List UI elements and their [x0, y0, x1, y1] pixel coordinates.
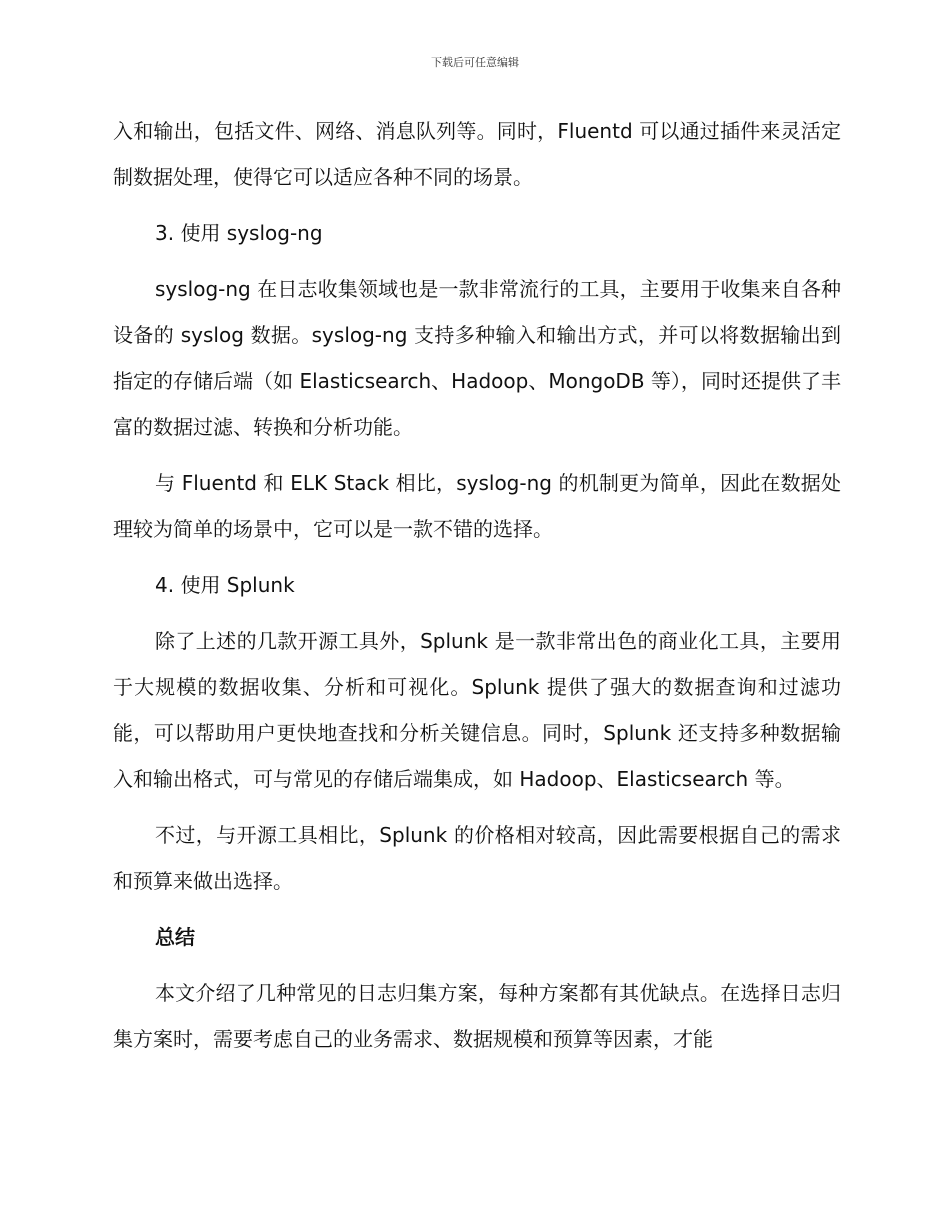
paragraph: 除了上述的几款开源工具外，Splunk 是一款非常出色的商业化工具，主要用于大规模的数据收集、分析和可视化。Splunk 提供了强大的数据查询和过滤功能，可以帮助用户更快地查找和分析关键信息。同时，Splunk 还支持多种数据输入和输出格式，可与常见的存储后端集成，如 Hadoop、Elasticsearch 等。 [113, 629, 841, 791]
document-body [113, 108, 841, 1072]
paragraph: 本文介绍了几种常见的日志归集方案，每种方案都有其优缺点。在选择日志归集方案时，需要考虑自己的业务需求、数据规模和预算等因素，才能 [113, 981, 841, 1051]
section-heading-splunk: 4. 使用 Splunk [155, 573, 295, 597]
section-heading-summary: 总结 [155, 925, 195, 949]
section-heading-syslog-ng: 3. 使用 syslog-ng [155, 221, 323, 245]
paragraph: 入和输出，包括文件、网络、消息队列等。同时，Fluentd 可以通过插件来灵活定制数据处理，使得它可以适应各种不同的场景。 [113, 119, 841, 189]
paragraph: 与 Fluentd 和 ELK Stack 相比，syslog-ng 的机制更为简单，因此在数据处理较为简单的场景中，它可以是一款不错的选择。 [113, 471, 841, 541]
paragraph: syslog-ng 在日志收集领域也是一款非常流行的工具，主要用于收集来自各种设备的 syslog 数据。syslog-ng 支持多种输入和输出方式，并可以将数据输出到指定的存储后端（如 Elasticsearch、Hadoop、MongoDB 等），同时还提供了丰富的数据过滤、转换和分析功能。 [113, 277, 841, 439]
page-header: 下载后可任意编辑 [431, 56, 519, 69]
paragraph: 不过，与开源工具相比，Splunk 的价格相对较高，因此需要根据自己的需求和预算来做出选择。 [113, 823, 841, 893]
